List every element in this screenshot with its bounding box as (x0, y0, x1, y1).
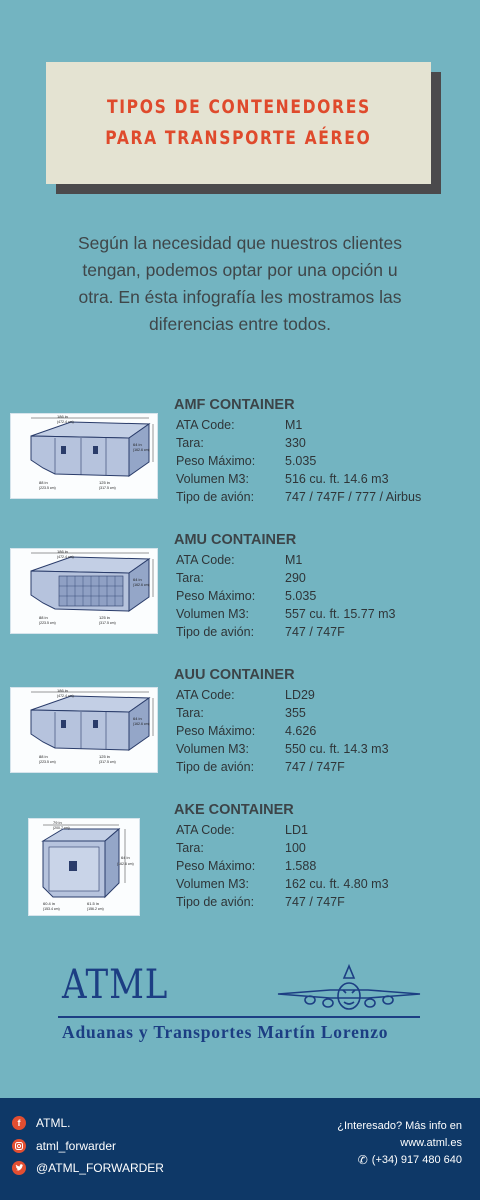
spec-value: 516 cu. ft. 14.6 m3 (285, 472, 389, 486)
intro-line: diferencias entre todos. (149, 314, 331, 334)
facebook-link[interactable] (12, 1116, 70, 1130)
logo-name: ATML (62, 962, 169, 1008)
amu-dim-bl-cm: (223.5 cm) (39, 621, 56, 625)
spec-value: 4.626 (285, 724, 317, 738)
spec-key: Volumen M3: (176, 472, 249, 486)
spec-key: Tara: (176, 436, 204, 450)
ake-dim-br: 61.5 in (87, 901, 100, 906)
amf-dim-right: 64 in (133, 442, 142, 447)
spec-value: 162 cu. ft. 4.80 m3 (285, 877, 389, 891)
title-banner (46, 62, 431, 184)
intro-paragraph (40, 230, 440, 338)
spec-row-peso (176, 724, 316, 738)
spec-value: M1 (285, 418, 303, 432)
phone-number: (+34) 917 480 640 (371, 1154, 462, 1166)
amf-dim-top: 186 in (57, 414, 68, 419)
spec-value: 747 / 747F (285, 895, 345, 909)
spec-row-tara (176, 706, 306, 720)
amf-dim-top-cm: (472.4 cm) (57, 420, 74, 424)
spec-row-ata (176, 823, 308, 837)
container-title: AMU CONTAINER (174, 532, 297, 548)
auu-dim-bl-cm: (223.5 cm) (39, 760, 56, 764)
spec-value: 747 / 747F / 777 / Airbus (285, 490, 422, 504)
title-line-2: PARA TRANSPORTE AÉREO (105, 127, 372, 149)
spec-value: 100 (285, 841, 306, 855)
spec-row-peso (176, 589, 316, 603)
footer-cta: ¿Interesado? Más info en (337, 1120, 462, 1132)
phone-icon: ✆ (357, 1153, 368, 1167)
spec-row-avion (176, 895, 345, 909)
spec-value: 747 / 747F (285, 625, 345, 639)
spec-key: Tara: (176, 571, 204, 585)
title-box (46, 62, 431, 184)
spec-value: 550 cu. ft. 14.3 m3 (285, 742, 389, 756)
spec-row-ata (176, 553, 302, 567)
twitter-handle: @ATML_FORWARDER (36, 1161, 164, 1175)
spec-row-volumen (176, 877, 389, 891)
logo-subtitle: Aduanas y Transportes Martín Lorenzo (62, 1022, 389, 1042)
auu-dim-right-cm: (162.6 cm) (133, 722, 150, 726)
spec-key: Peso Máximo: (176, 454, 256, 468)
instagram-icon (12, 1139, 26, 1153)
amu-dim-br-cm: (317.5 cm) (99, 621, 116, 625)
spec-row-tara (176, 436, 306, 450)
facebook-handle: ATML. (36, 1116, 71, 1130)
spec-row-ata (176, 418, 302, 432)
amu-dim-right-cm: (162.6 cm) (133, 583, 150, 587)
amu-dim-bl: 88 in (39, 615, 48, 620)
instagram-link[interactable] (12, 1139, 116, 1153)
spec-value: 290 (285, 571, 306, 585)
footer (0, 1098, 480, 1200)
container-title: AKE CONTAINER (174, 802, 294, 818)
spec-row-avion (176, 625, 345, 639)
ake-dim-br-cm: (156.2 cm) (87, 907, 104, 911)
logo-divider (58, 1016, 420, 1018)
ake-dim-bl-cm: (153.4 cm) (43, 907, 60, 911)
amu-dim-br: 125 in (99, 615, 110, 620)
intro-line: Según la necesidad que nuestros clientes (78, 233, 402, 253)
spec-key: Tipo de avión: (176, 760, 255, 774)
amu-dim-top: 186 in (57, 549, 68, 554)
spec-value: LD1 (285, 823, 308, 837)
spec-key: ATA Code: (176, 418, 235, 432)
spec-row-peso (176, 454, 316, 468)
atml-logo (58, 960, 428, 1050)
spec-key: ATA Code: (176, 823, 235, 837)
spec-row-avion (176, 490, 421, 504)
intro-line: tengan, podemos optar por una opción u (82, 260, 398, 280)
spec-key: ATA Code: (176, 553, 235, 567)
ake-container-drawing (28, 818, 140, 916)
spec-key: Volumen M3: (176, 607, 249, 621)
auu-dim-top: 186 in (57, 688, 68, 693)
spec-key: Volumen M3: (176, 877, 249, 891)
spec-key: Peso Máximo: (176, 724, 256, 738)
spec-key: Tara: (176, 841, 204, 855)
ake-dim-right-cm: (162.6 cm) (117, 862, 134, 866)
ake-dim-top: 79 in (53, 820, 62, 825)
spec-row-tara (176, 841, 306, 855)
spec-key: Peso Máximo: (176, 859, 256, 873)
spec-key: Volumen M3: (176, 742, 249, 756)
spec-value: M1 (285, 553, 303, 567)
amf-dim-right-cm: (162.6 cm) (133, 448, 150, 452)
spec-key: Peso Máximo: (176, 589, 256, 603)
auu-dim-br: 125 in (99, 754, 110, 759)
facebook-icon: f (12, 1116, 26, 1130)
website-link[interactable]: www.atml.es (400, 1137, 462, 1149)
spec-row-tara (176, 571, 306, 585)
intro-line: otra. En ésta infografía les mostramos las (78, 287, 402, 307)
ake-dim-right: 64 in (121, 855, 130, 860)
ake-dim-top-cm: (200.7 cm) (53, 826, 70, 830)
title-line-1: TIPOS DE CONTENEDORES (106, 96, 371, 118)
phone-row[interactable] (358, 1153, 462, 1167)
amu-dim-right: 64 in (133, 577, 142, 582)
container-title: AUU CONTAINER (174, 667, 295, 683)
auu-dim-bl: 88 in (39, 754, 48, 759)
spec-row-volumen (176, 742, 389, 756)
auu-dim-top-cm: (472.4 cm) (57, 694, 74, 698)
spec-key: Tipo de avión: (176, 490, 255, 504)
auu-container-drawing (10, 687, 158, 773)
spec-row-avion (176, 760, 345, 774)
spec-value: 355 (285, 706, 306, 720)
spec-key: Tipo de avión: (176, 625, 255, 639)
spec-row-ata (176, 688, 315, 702)
container-title: AMF CONTAINER (174, 397, 295, 413)
amf-dim-br: 125 in (99, 480, 110, 485)
twitter-icon (12, 1161, 26, 1175)
amf-dim-br-cm: (317.5 cm) (99, 486, 116, 490)
spec-row-peso (176, 859, 316, 873)
spec-key: Tipo de avión: (176, 895, 255, 909)
spec-value: LD29 (285, 688, 315, 702)
ake-dim-bl: 60.4 in (43, 901, 56, 906)
spec-key: Tara: (176, 706, 204, 720)
auu-dim-br-cm: (317.5 cm) (99, 760, 116, 764)
spec-value: 330 (285, 436, 306, 450)
spec-key: ATA Code: (176, 688, 235, 702)
spec-value: 557 cu. ft. 15.77 m3 (285, 607, 396, 621)
spec-value: 5.035 (285, 454, 317, 468)
auu-dim-right: 64 in (133, 716, 142, 721)
amf-dim-bl: 88 in (39, 480, 48, 485)
amu-container-drawing (10, 548, 158, 634)
airplane-icon (276, 960, 422, 1016)
spec-value: 747 / 747F (285, 760, 345, 774)
spec-row-volumen (176, 607, 396, 621)
spec-value: 5.035 (285, 589, 317, 603)
amf-dim-bl-cm: (223.5 cm) (39, 486, 56, 490)
spec-value: 1.588 (285, 859, 317, 873)
amf-container-drawing (10, 413, 158, 499)
instagram-handle: atml_forwarder (36, 1139, 117, 1153)
twitter-link[interactable] (12, 1161, 164, 1175)
amu-dim-top-cm: (472.4 cm) (57, 555, 74, 559)
spec-row-volumen (176, 472, 389, 486)
